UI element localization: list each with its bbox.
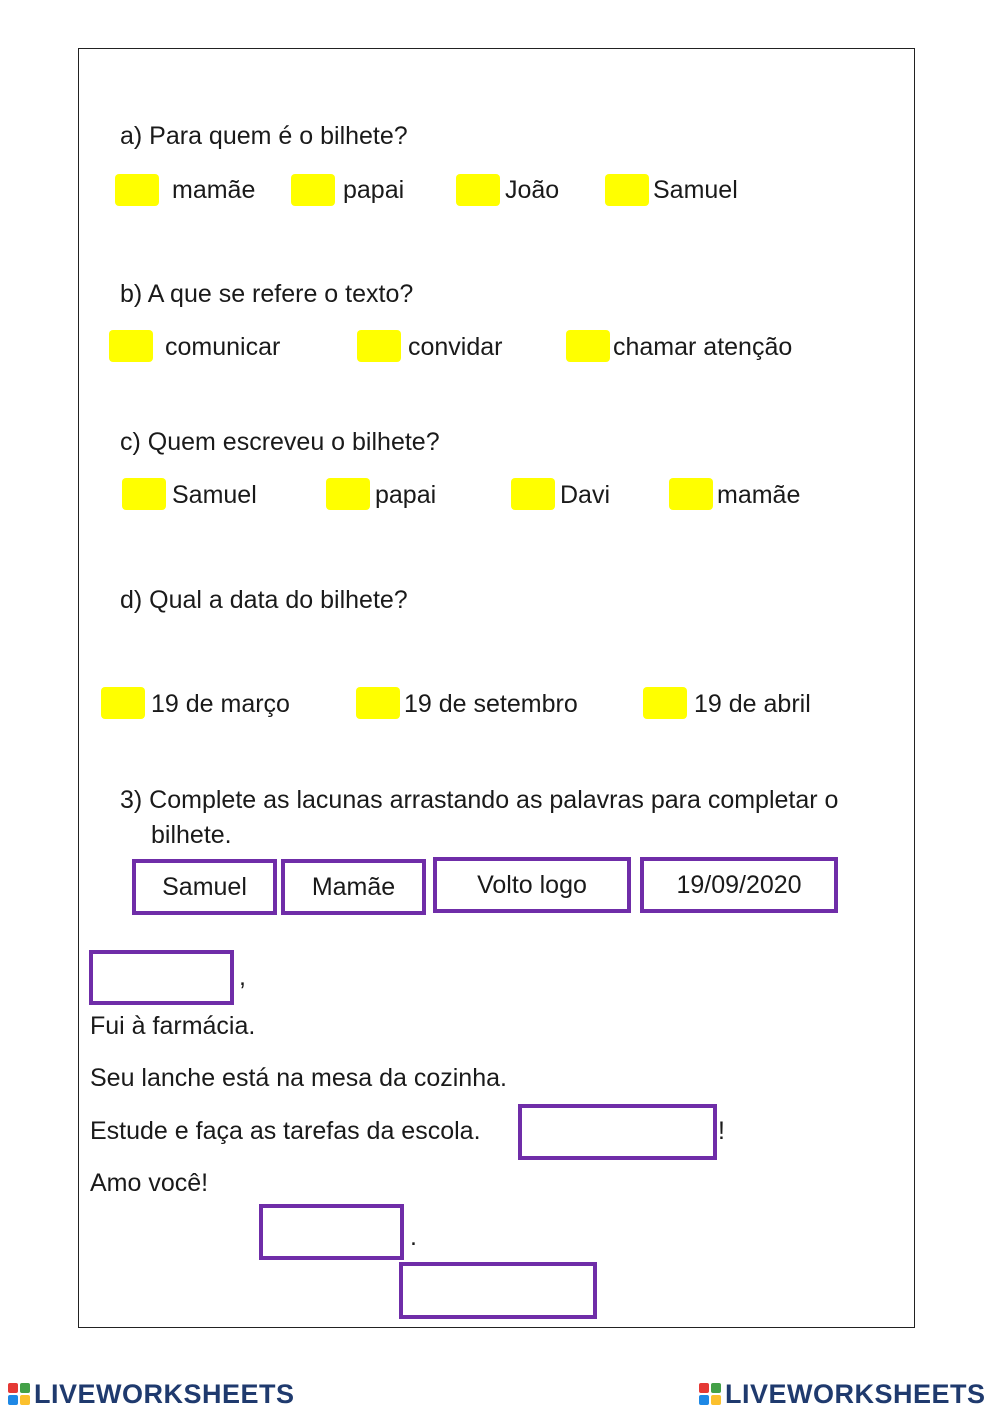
option-a-joao: João bbox=[505, 176, 560, 204]
option-d-19-setembro: 19 de setembro bbox=[404, 690, 578, 718]
option-b-chamar-atencao: chamar atenção bbox=[613, 333, 793, 361]
option-a-papai: papai bbox=[343, 176, 405, 204]
option-c-samuel: Samuel bbox=[172, 481, 257, 509]
checkbox-c-papai[interactable] bbox=[326, 478, 370, 510]
drop-slot-greeting[interactable] bbox=[89, 950, 234, 1005]
option-c-papai: papai bbox=[375, 481, 437, 509]
word-tile-date[interactable]: 19/09/2020 bbox=[640, 857, 838, 913]
question-a-prompt: a) Para quem é o bilhete? bbox=[120, 122, 408, 150]
liveworksheets-logo-right bbox=[699, 1378, 986, 1410]
checkbox-b-comunicar[interactable] bbox=[109, 330, 153, 362]
exercise3-prompt-line2: bilhete. bbox=[151, 821, 232, 849]
note-line-2: Seu lanche está na mesa da cozinha. bbox=[90, 1064, 507, 1092]
option-a-samuel: Samuel bbox=[653, 176, 738, 204]
checkbox-c-mamae[interactable] bbox=[669, 478, 713, 510]
checkbox-d-19-setembro[interactable] bbox=[356, 687, 400, 719]
checkbox-b-convidar[interactable] bbox=[357, 330, 401, 362]
option-d-19-marco: 19 de março bbox=[151, 690, 290, 718]
note-line-1: Fui à farmácia. bbox=[90, 1012, 256, 1040]
option-b-comunicar: comunicar bbox=[165, 333, 281, 361]
checkbox-a-samuel[interactable] bbox=[605, 174, 649, 206]
drop-slot-volto-logo[interactable] bbox=[518, 1104, 717, 1160]
exercise3-prompt-line1: 3) Complete as lacunas arrastando as palavras para completar o bbox=[120, 786, 839, 814]
word-tile-volto-logo[interactable]: Volto logo bbox=[433, 857, 631, 913]
checkbox-d-19-abril[interactable] bbox=[643, 687, 687, 719]
word-tile-samuel[interactable]: Samuel bbox=[132, 859, 277, 915]
checkbox-c-samuel[interactable] bbox=[122, 478, 166, 510]
question-d-prompt: d) Qual a data do bilhete? bbox=[120, 586, 408, 614]
note-line-3: Estude e faça as tarefas da escola. bbox=[90, 1117, 481, 1145]
period-mark: . bbox=[410, 1223, 417, 1251]
option-c-mamae: mamãe bbox=[717, 481, 801, 509]
checkbox-a-mamae[interactable] bbox=[115, 174, 159, 206]
liveworksheets-mark-icon bbox=[699, 1383, 721, 1405]
checkbox-d-19-marco[interactable] bbox=[101, 687, 145, 719]
option-d-19-abril: 19 de abril bbox=[694, 690, 811, 718]
option-c-davi: Davi bbox=[560, 481, 611, 509]
comma-mark: , bbox=[239, 963, 246, 991]
note-line-4: Amo você! bbox=[90, 1169, 209, 1197]
question-b-prompt: b) A que se refere o texto? bbox=[120, 280, 414, 308]
exclaim-mark: ! bbox=[718, 1117, 725, 1145]
drop-slot-date[interactable] bbox=[399, 1262, 597, 1319]
brand-text-left: LIVEWORKSHEETS bbox=[34, 1378, 295, 1409]
checkbox-b-chamar-atencao[interactable] bbox=[566, 330, 610, 362]
liveworksheets-logo-left bbox=[8, 1378, 295, 1410]
checkbox-c-davi[interactable] bbox=[511, 478, 555, 510]
word-tile-mamae[interactable]: Mamãe bbox=[281, 859, 426, 915]
drop-slot-signature[interactable] bbox=[259, 1204, 404, 1260]
question-c-prompt: c) Quem escreveu o bilhete? bbox=[120, 428, 440, 456]
checkbox-a-joao[interactable] bbox=[456, 174, 500, 206]
option-a-mamae: mamãe bbox=[172, 176, 256, 204]
liveworksheets-mark-icon bbox=[8, 1383, 30, 1405]
brand-text-right: LIVEWORKSHEETS bbox=[725, 1378, 986, 1409]
checkbox-a-papai[interactable] bbox=[291, 174, 335, 206]
option-b-convidar: convidar bbox=[408, 333, 503, 361]
